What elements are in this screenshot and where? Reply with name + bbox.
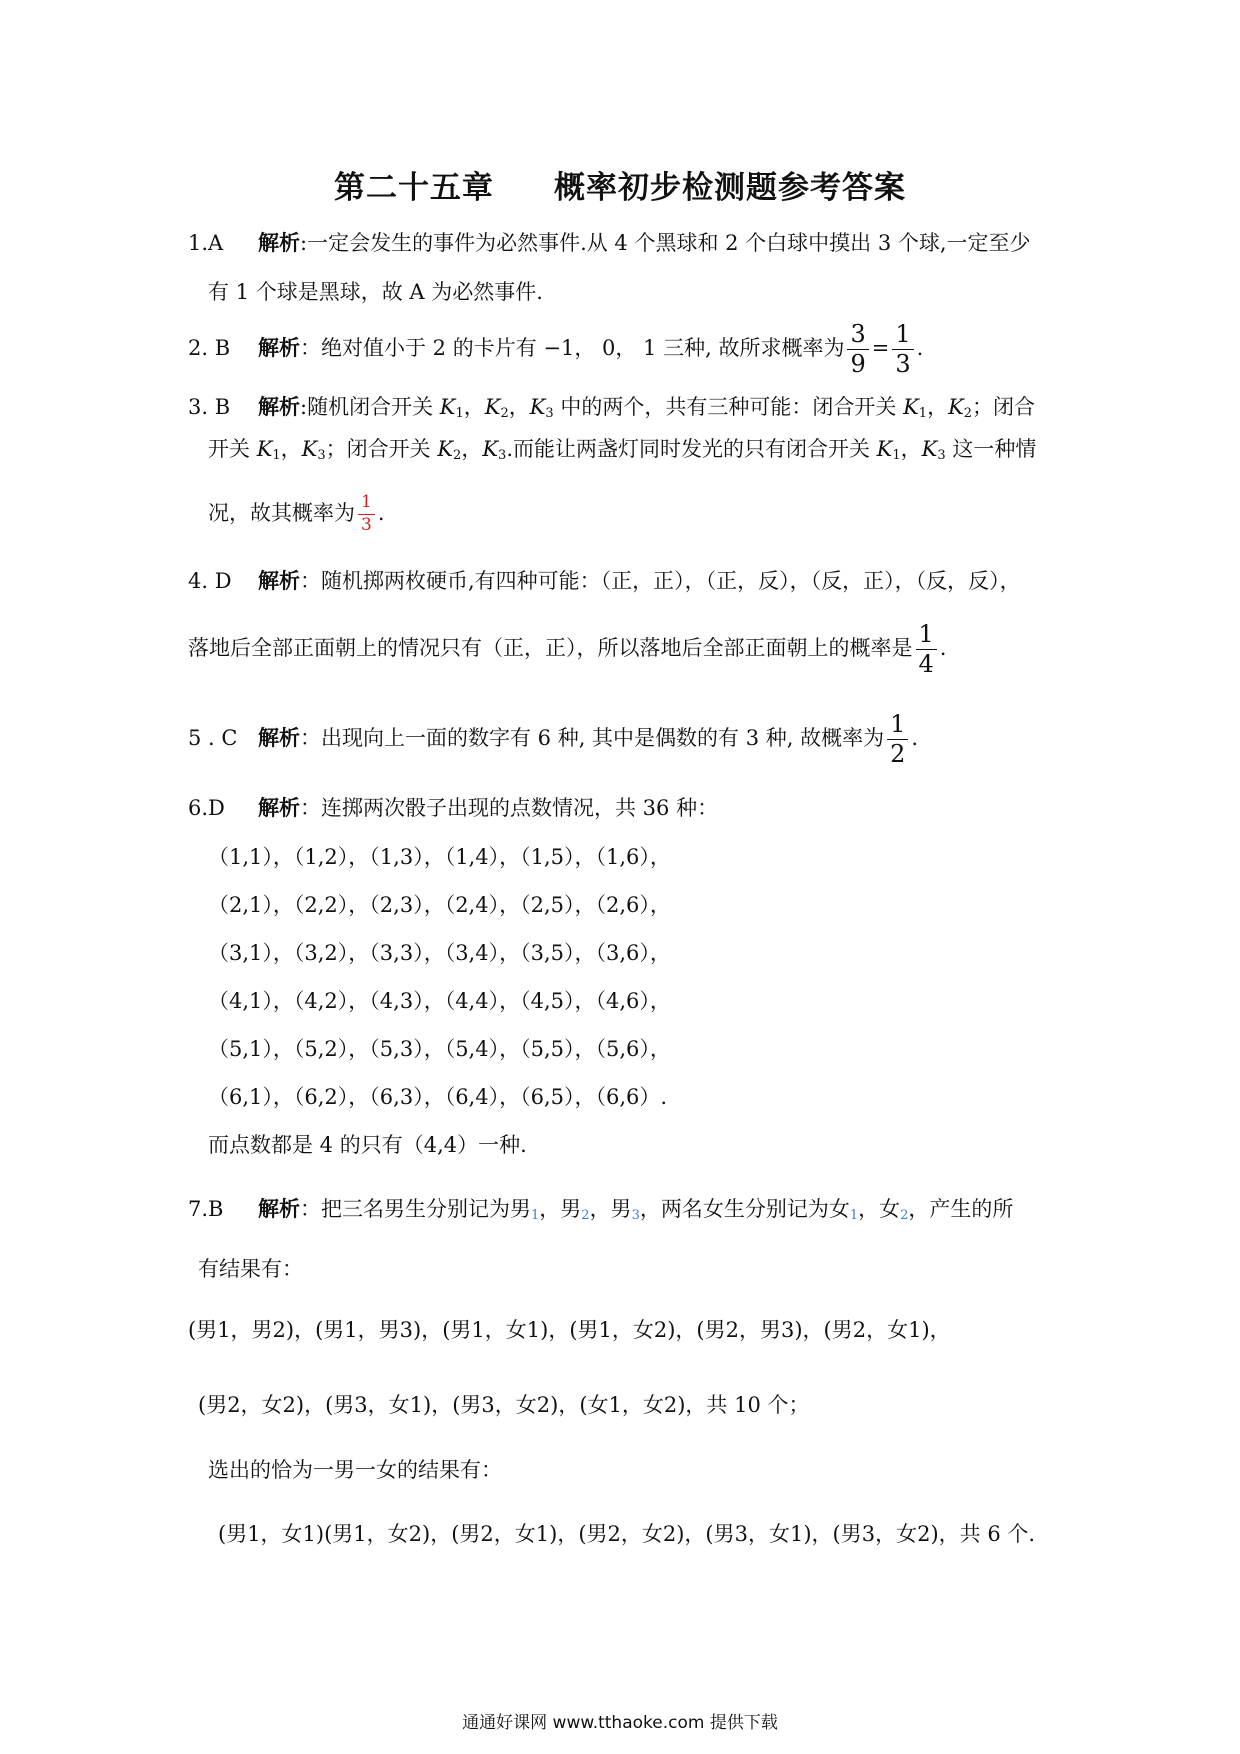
pairs-row-3: (男1，女1)(男1，女2)，(男2，女1)，(男2，女2)，(男3，女1)，(男3，女2)，共 6 个. <box>218 1522 1036 1546</box>
answer-3-line-3: 况，故其概率为 $\frac{1}{3}$ . <box>208 492 385 535</box>
answer-6-number: 6.D <box>188 796 225 820</box>
fraction-1-2: $\frac{1}{2}$ <box>887 712 908 767</box>
answer-4-line-2: 落地后全部正面朝上的情况只有（正，正），所以落地后全部正面朝上的概率是 $\frac{1}{4}$ . <box>188 620 947 679</box>
dice-outcome-row: （1,1），（1,2），（1,3），（1,4），（1,5），（1,6）， <box>208 845 671 869</box>
pairs-row-1: (男1，男2)，(男1，男3)，(男1，女1)，(男1，女2)，(男2，男3)，(男2，女1)， <box>188 1318 951 1342</box>
analysis-label: 解析 <box>258 568 300 593</box>
answer-7-line-2: 有结果有： <box>198 1257 303 1281</box>
answer-6-intro: 6.D 解析：连掷两次骰子出现的点数情况，共 36 种： <box>188 795 719 820</box>
fraction-1-3: $\frac{1}{3}$ <box>892 322 913 377</box>
fraction-1-4: $\frac{1}{4}$ <box>916 622 937 677</box>
answer-1-line-2: 有 1 个球是黑球，故 A 为必然事件. <box>208 280 543 304</box>
answer-2: 2. B 解析：绝对值小于 2 的卡片有 −1， 0， 1 三种, 故所求概率为 $\frac{3}{9}$ = $\frac{1}{3}$ . <box>188 320 924 379</box>
answer-2-number: 2. B <box>188 336 231 361</box>
analysis-label: 解析 <box>258 725 300 751</box>
pairs-row-2: (男2，女2)，(男3，女1)，(男3，女2)，(女1，女2)，共 10 个； <box>198 1393 810 1417</box>
answer-7-line-1: 7.B 解析：把三名男生分别记为男$_1$，男$_2$，男$_3$，两名女生分别记为女$_1$，女$_2$，产生的所 <box>188 1196 1014 1223</box>
answer-1-number: 1.A <box>188 231 224 255</box>
page-title: 第二十五章 概率初步检测题参考答案 <box>334 170 906 206</box>
analysis-label: 解析 <box>258 1196 300 1221</box>
analysis-label: 解析 <box>258 335 300 361</box>
answer-3-line-1: 3. B 解析:随机闭合开关 $K_1$，$K_2$，$K_3$ 中的两个，共有三种可能：闭合开关 $K_1$，$K_2$；闭合 <box>188 394 1036 421</box>
answer-7-number: 7.B <box>188 1197 224 1221</box>
dice-outcome-row: （5,1），（5,2），（5,3），（5,4），（5,5），（5,6）， <box>208 1037 671 1061</box>
dice-outcome-row: （3,1），（3,2），（3,3），（3,4），（3,5），（3,6）， <box>208 941 671 965</box>
answer-5: 5 . C 解析：出现向上一面的数字有 6 种, 其中是偶数的有 3 种, 故概率为 $\frac{1}{2}$ . <box>188 710 919 769</box>
answer-7-line-3: 选出的恰为一男一女的结果有： <box>208 1458 502 1482</box>
fraction-3-9: $\frac{3}{9}$ <box>847 322 868 377</box>
dice-outcome-row: （2,1），（2,2），（2,3），（2,4），（2,5），（2,6）， <box>208 893 671 917</box>
answer-4-line-1: 4. D 解析：随机掷两枚硬币,有四种可能：（正，正），（正，反），（反，正），（反，反）， <box>188 568 1021 593</box>
answer-5-number: 5 . C <box>188 726 238 751</box>
answer-4-number: 4. D <box>188 569 232 593</box>
footer-source: 通通好课网 www.tthaoke.com 提供下载 <box>462 1713 778 1733</box>
dice-outcome-row: （6,1），（6,2），（6,3），（6,4），（6,5），（6,6）. <box>208 1085 668 1109</box>
fraction-1-3-red: $\frac{1}{3}$ <box>358 494 375 535</box>
analysis-label: 解析 <box>258 795 300 820</box>
answer-3-line-2: 开关 $K_1$，$K_3$；闭合开关 $K_2$，$K_3$.而能让两盏灯同时发光的只有闭合开关 $K_1$，$K_3$ 这一种情 <box>208 437 1037 463</box>
answer-6-conclusion: 而点数都是 4 的只有（4,4）一种. <box>208 1133 527 1157</box>
analysis-label: 解析 <box>258 230 300 255</box>
analysis-label: 解析 <box>258 394 300 419</box>
answer-1-line-1: 1.A 解析:一定会发生的事件为必然事件.从 4 个黑球和 2 个白球中摸出 3 个球,一定至少 <box>188 230 1031 255</box>
answer-3-number: 3. B <box>188 395 231 419</box>
dice-outcome-row: （4,1），（4,2），（4,3），（4,4），（4,5），（4,6）， <box>208 989 671 1013</box>
